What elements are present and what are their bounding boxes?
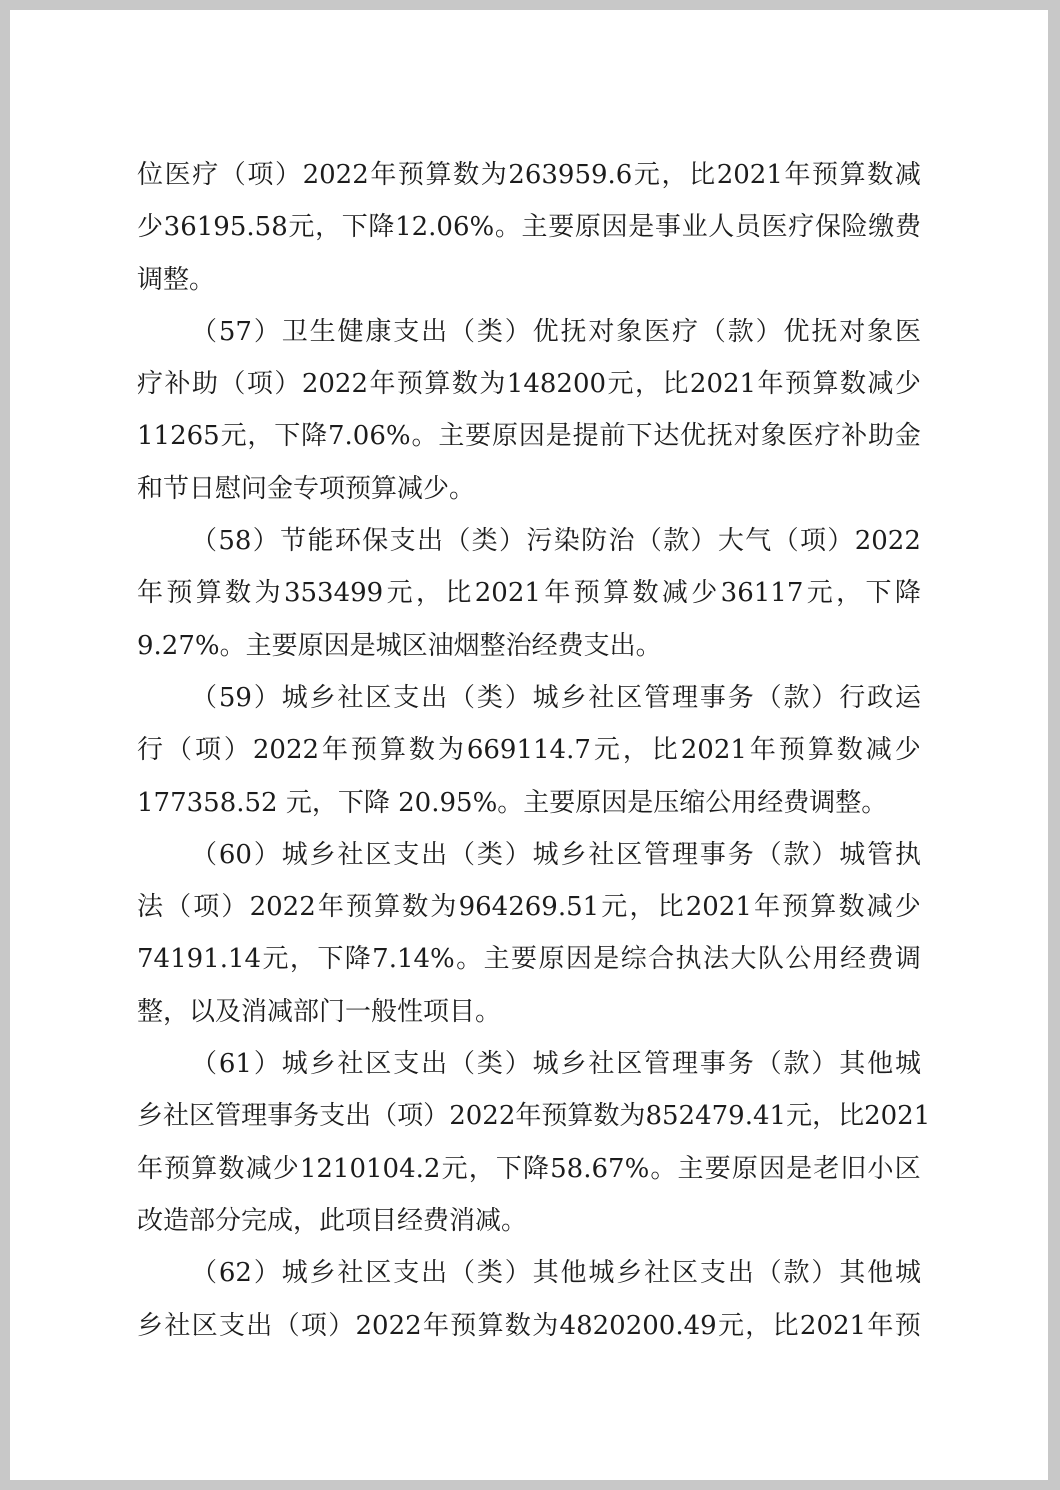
- paragraph-p60: [137, 829, 921, 1038]
- paragraph-p56-cont: [137, 149, 921, 306]
- document-page: [10, 10, 1048, 1480]
- text-line: （ 57 ） 卫 生 健 康 支 出 （ 类 ） 优 抚 对 象 医 疗 （ 款 ） 优 抚 对 象 医: [191, 316, 921, 347]
- text-line: 位 医 疗 （ 项 ） 2022 年 预 算 数 为 263959.6 元 ， 比 2021 年 预 算 数 减: [137, 160, 921, 190]
- text-line: 年 预 算 数 减 少 1210104.2 元 ， 下 降 58.67% 。 主 要 原 因 是 老 旧 小 区: [137, 1153, 921, 1184]
- text-line: 少 36195.58 元 ， 下 降 12.06% 。 主 要 原 因 是 事 业 人 员 医 疗 保 险 缴 费: [137, 212, 921, 243]
- paragraph-p59: [137, 672, 921, 829]
- text-line: （ 60 ） 城 乡 社 区 支 出 （ 类 ） 城 乡 社 区 管 理 事 务 （ 款 ） 城 管 执: [191, 839, 921, 870]
- text-line: （ 61 ） 城 乡 社 区 支 出 （ 类 ） 城 乡 社 区 管 理 事 务 （ 款 ） 其 他 城: [191, 1049, 921, 1080]
- document-body: [137, 149, 931, 1352]
- paragraph-p57: [137, 306, 921, 515]
- text-line: 乡 社 区 管 理 事 务 支 出 （ 项 ） 2022 年 预 算 数 为 852479.41 元 ， 比 2021: [137, 1101, 931, 1132]
- text-line: 年 预 算 数 为 353499 元 ， 比 2021 年 预 算 数 减 少 36117 元 ， 下 降: [137, 578, 921, 609]
- text-line: 整，以及消减部门一般性项目。: [137, 996, 502, 1027]
- text-line: 乡 社 区 支 出 （ 项 ） 2022 年 预 算 数 为 4820200.49 元 ， 比 2021 年 预: [137, 1310, 921, 1341]
- text-line: 法 （ 项 ） 2022 年 预 算 数 为 964269.51 元 ， 比 2021 年 预 算 数 减 少: [137, 892, 921, 923]
- text-line: 11265 元 ， 下 降 7.06% 。 主 要 原 因 是 提 前 下 达 优 抚 对 象 医 疗 补 助 金: [137, 421, 921, 452]
- text-line: 9.27%。主要原因是城区油烟整治经费支出。: [137, 630, 662, 661]
- text-line: 和节日慰问金专项预算减少。: [137, 473, 476, 504]
- text-line: 行 （ 项 ） 2022 年 预 算 数 为 669114.7 元 ， 比 2021 年 预 算 数 减 少: [137, 735, 921, 766]
- text-line: （ 59 ） 城 乡 社 区 支 出 （ 类 ） 城 乡 社 区 管 理 事 务 （ 款 ） 行 政 运: [191, 682, 921, 713]
- text-line: 调整。: [137, 264, 216, 295]
- text-line: （ 58 ） 节 能 环 保 支 出 （ 类 ） 污 染 防 治 （ 款 ） 大 气 （ 项 ） 2022: [191, 526, 921, 557]
- paragraph-p62: [137, 1247, 921, 1352]
- text-line: 疗 补 助 （ 项 ） 2022 年 预 算 数 为 148200 元 ， 比 2021 年 预 算 数 减 少: [137, 369, 921, 400]
- text-line: （ 62 ） 城 乡 社 区 支 出 （ 类 ） 其 他 城 乡 社 区 支 出 （ 款 ） 其 他 城: [191, 1258, 921, 1289]
- paragraph-p61: [137, 1038, 931, 1247]
- text-line: 改造部分完成，此项目经费消减。: [137, 1205, 528, 1236]
- text-line: 74191.14 元 ， 下 降 7.14% 。 主 要 原 因 是 综 合 执 法 大 队 公 用 经 费 调: [137, 944, 921, 975]
- paragraph-p58: [137, 515, 921, 672]
- text-line: 177358.52 元，下降 20.95%。主要原因是压缩公用经费调整。: [137, 787, 888, 818]
